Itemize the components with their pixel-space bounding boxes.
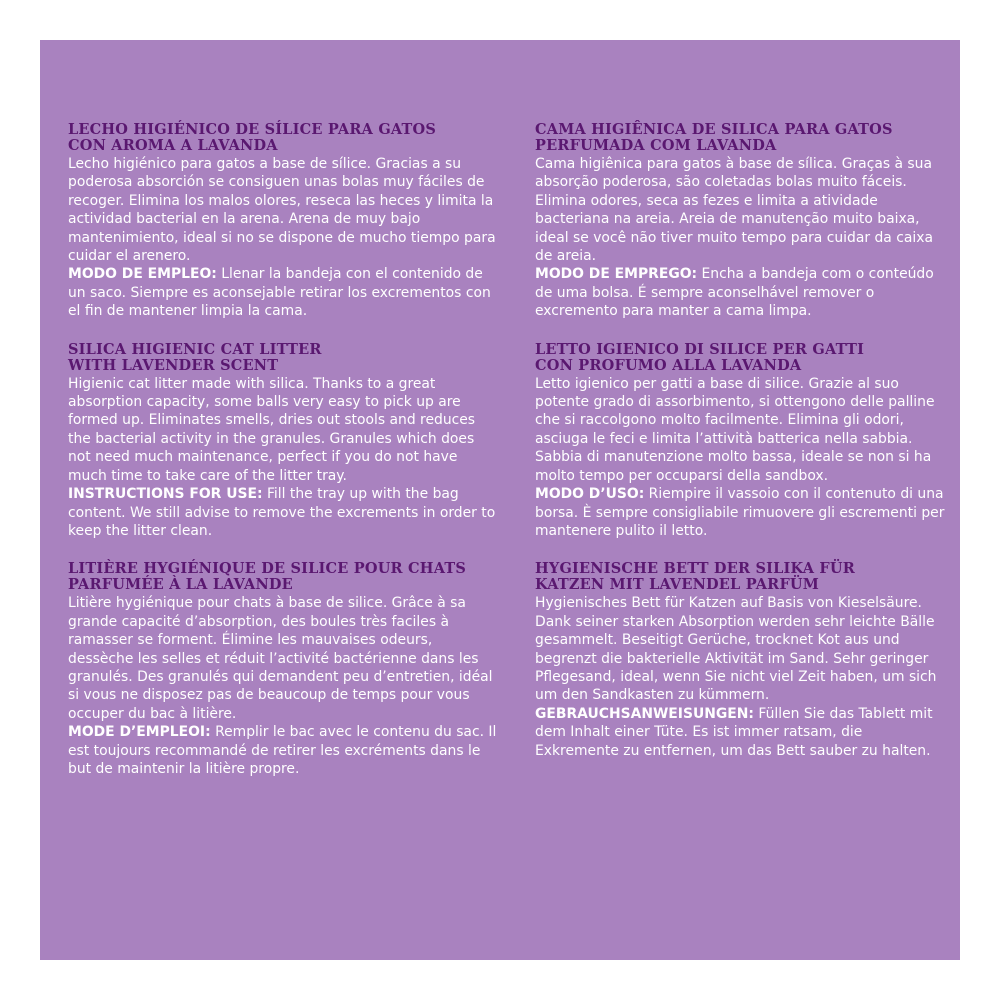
heading-line-2: PARFUMÉE À LA LAVANDE [68, 576, 293, 594]
description-text: Cama higiênica para gatos à base de sílica. Graças à sua absorção poderosa, são coletadas bolas muito fáceis. Elimina odores, seca as fezes e limita a atividade bacteriana na areia. Areia de manutenção muito baixa, ideal se você não tiver muito tempo para cuidar da caixa de areia. [535, 156, 933, 265]
heading-line-2: WITH LAVENDER SCENT [68, 356, 279, 374]
heading-line-2: CON PROFUMO ALLA LAVANDA [535, 356, 802, 374]
heading-line-2: KATZEN MIT LAVENDEL PARFÜM [535, 576, 820, 594]
right-column [535, 122, 945, 781]
instructions-text: Fill the tray up with the bag content. We still advise to remove the excrements in order to keep the litter clean. [68, 486, 496, 539]
description-text: Letto igienico per gatti a base di silice. Grazie al suo potente grado di assorbimento, si ottengono delle palline che si raccolgono molto facilmente. Elimina gli odori, asciuga le feci e limita l’attività batterica nella sabbia. Sabbia di manutenzione molto bassa, ideale se non si ha molto tempo per occuparsi della sandbox. [535, 375, 935, 484]
section-heading [535, 342, 945, 374]
instructions-label: MODO DE EMPLEO: [68, 266, 217, 283]
heading-line-1: SILICA HIGIENIC CAT LITTER [68, 340, 322, 358]
section-portuguese [535, 122, 945, 321]
description-text: Litière hygiénique pour chats à base de silice. Grâce à sa grande capacité d’absorption, des boules très faciles à ramasser se forment. Élimine les mauvaises odeurs, dessèche les selles et réduit l’activité bactérienne dans les granulés. Des granulés qui demandent peu d’entretien, idéal si vous ne disposez pas de beaucoup de temps pour vous occuper du bac à litière. [68, 595, 493, 722]
section-heading [535, 122, 945, 154]
instructions-label: MODO DE EMPREGO: [535, 266, 698, 283]
section-french [68, 561, 500, 778]
section-body [535, 155, 945, 321]
section-spanish [68, 122, 500, 321]
instructions-label: MODE D’EMPLEOI: [68, 724, 211, 741]
section-heading [68, 342, 500, 374]
description-text: Hygienisches Bett für Katzen auf Basis von Kieselsäure. Dank seiner starken Absorption werden sehr leichte Bälle gesammelt. Beseitigt Gerüche, trocknet Kot aus und begrenzt die bakterielle Aktivität im Sand. Sehr geringer Pflegesand, ideal, wenn Sie nicht viel Zeit haben, um sich um den Sandkasten zu kümmern. [535, 595, 937, 704]
description-text: Higienic cat litter made with silica. Thanks to a great absorption capacity, some balls very easy to pick up are formed up. Eliminates smells, dries out stools and reduces the bacterial activity in the granules. Granules which does not need much maintenance, perfect if you do not have much time to take care of the litter tray. [68, 375, 476, 484]
heading-line-1: LECHO HIGIÉNICO DE SÍLICE PARA GATOS [68, 121, 437, 138]
instructions-label: GEBRAUCHSANWEISUNGEN: [535, 705, 754, 722]
section-body [535, 594, 945, 760]
instructions-text: Remplir le bac avec le contenu du sac. Il est toujours recommandé de retirer les excréments dans le but de maintenir la litière propre. [68, 724, 497, 777]
left-column [68, 122, 500, 799]
instructions-label: INSTRUCTIONS FOR USE: [68, 486, 263, 503]
heading-line-1: LETTO IGIENICO DI SILICE PER GATTI [535, 340, 865, 358]
instructions-label: MODO D’USO: [535, 486, 645, 503]
instructions-text: Riempire il vassoio con il contenuto di una borsa. È sempre consigliabile rimuovere gli escrementi per mantenere pulito il letto. [535, 486, 945, 539]
heading-line-1: HYGIENISCHE BETT DER SILIKA FÜR [535, 560, 855, 578]
label-panel [40, 40, 960, 960]
section-body [68, 594, 500, 778]
heading-line-2: CON AROMA A LAVANDA [68, 137, 278, 154]
instructions-text: Encha a bandeja com o conteúdo de uma bolsa. É sempre aconselhável remover o excremento para manter a cama limpa. [535, 266, 934, 320]
heading-line-1: CAMA HIGIÊNICA DE SILICA PARA GATOS [535, 121, 893, 138]
section-english [68, 342, 500, 541]
section-heading [68, 122, 500, 154]
instructions-text: Füllen Sie das Tablett mit dem Inhalt einer Tüte. Es ist immer ratsam, die Exkremente zu entfernen, um das Bett sauber zu halten. [535, 705, 933, 759]
heading-line-1: LITIÈRE HYGIÉNIQUE DE SILICE POUR CHATS [68, 560, 467, 578]
section-heading [68, 561, 500, 593]
section-body [68, 375, 500, 541]
heading-line-2: PERFUMADA COM LAVANDA [535, 137, 777, 154]
section-italian [535, 342, 945, 541]
section-heading [535, 561, 945, 593]
section-german [535, 561, 945, 760]
description-text: Lecho higiénico para gatos a base de sílice. Gracias a su poderosa absorción se consiguen unas bolas muy fáciles de recoger. Elimina los malos olores, reseca las heces y limita la actividad bacterial en la arena. Arena de muy bajo mantenimiento, ideal si no se dispone de mucho tiempo para cuidar el arenero. [68, 156, 496, 265]
section-body [535, 375, 945, 541]
section-body [68, 155, 500, 321]
instructions-text: Llenar la bandeja con el contenido de un saco. Siempre es aconsejable retirar los excrementos con el fin de mantener limpia la cama. [68, 266, 491, 320]
